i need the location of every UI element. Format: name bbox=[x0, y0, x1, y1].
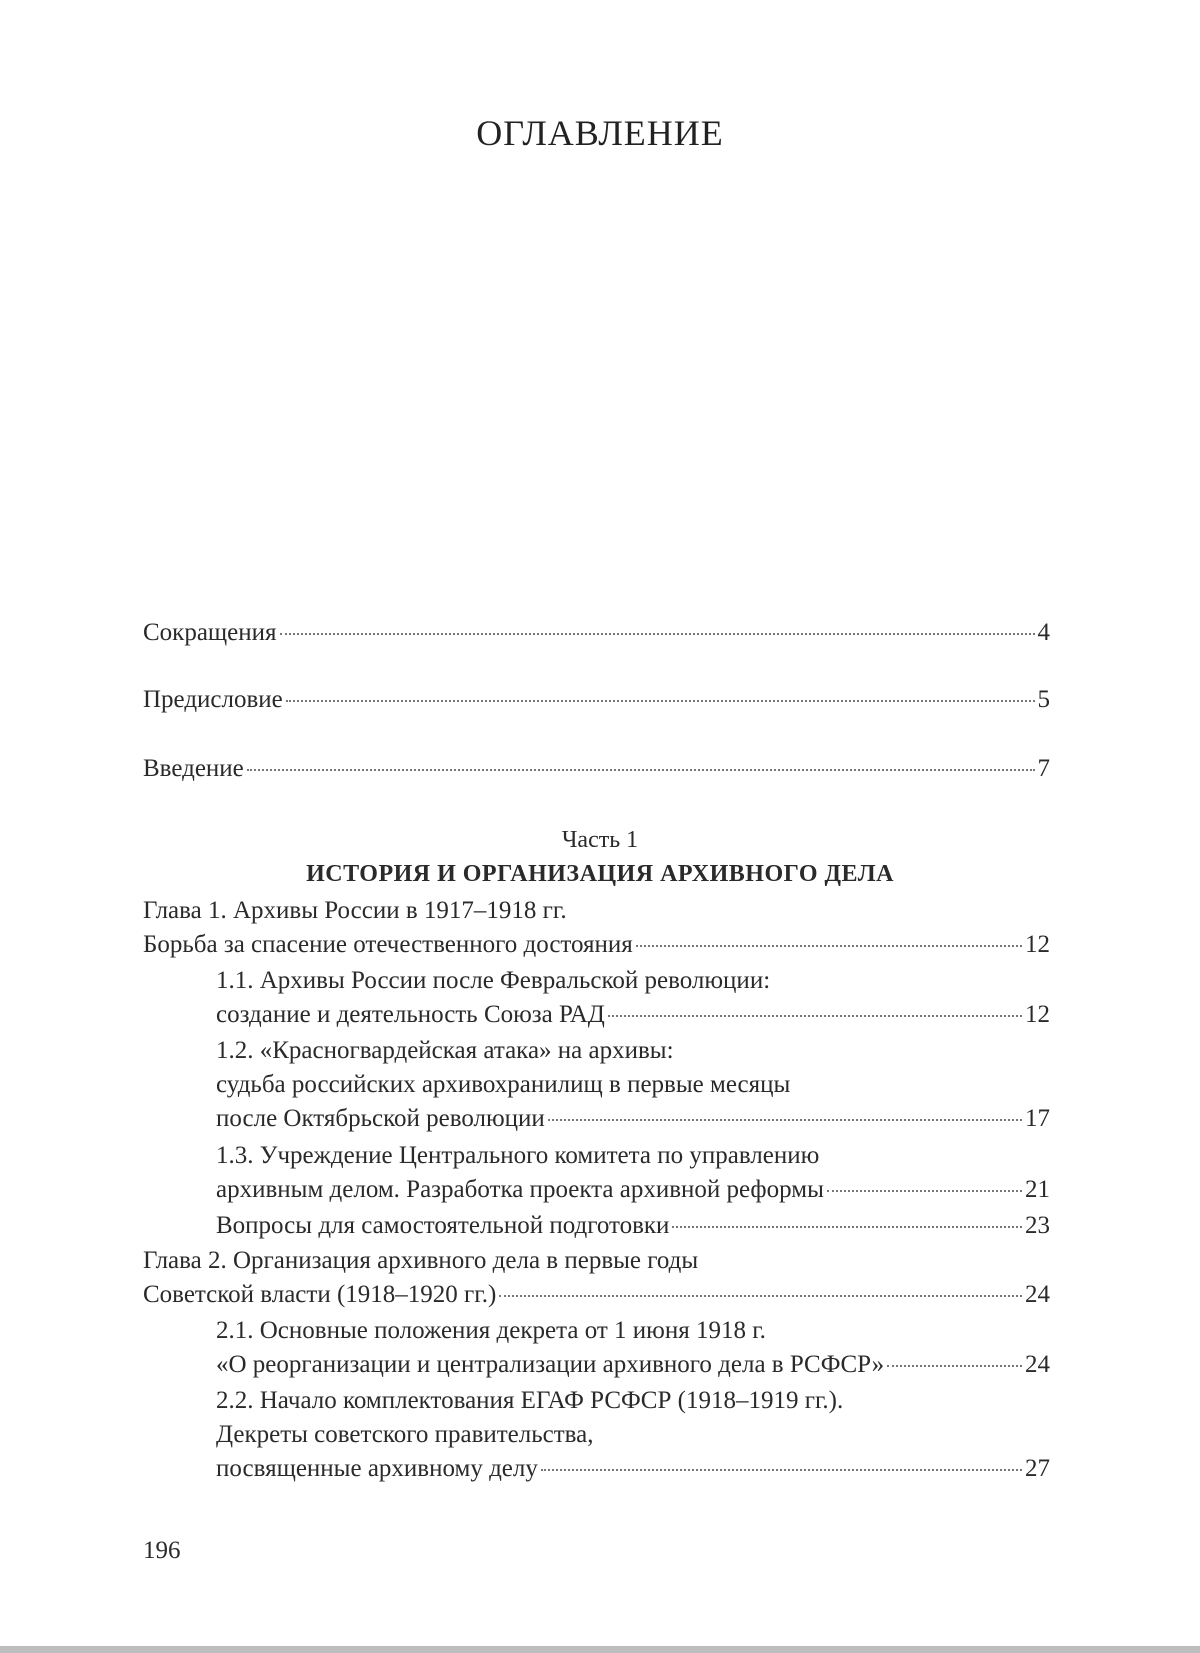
dot-leader bbox=[499, 1295, 1022, 1297]
chapter-title-line: Борьба за спасение отечественного достояния bbox=[143, 931, 633, 958]
part-label: Часть 1 bbox=[561, 827, 639, 853]
dot-leader bbox=[548, 1119, 1022, 1121]
toc-entry-preface[interactable] bbox=[143, 683, 1050, 717]
toc-section-1-3[interactable] bbox=[216, 1139, 1050, 1207]
toc-entry-introduction[interactable] bbox=[143, 752, 1050, 786]
dot-leader bbox=[247, 769, 1035, 771]
toc-entry-label: Предисловие bbox=[143, 686, 283, 713]
toc-page-number: 4 bbox=[1037, 619, 1050, 646]
chapter-title-line: Советской власти (1918–1920 гг.) bbox=[143, 1281, 497, 1308]
chapter-title-line: Глава 1. Архивы России в 1917–1918 гг. bbox=[143, 897, 567, 924]
toc-entry-label: Вопросы для самостоятельной подготовки bbox=[216, 1212, 670, 1239]
page-title: ОГЛАВЛЕНИЕ bbox=[476, 113, 724, 153]
dot-leader bbox=[827, 1190, 1022, 1192]
section-title-line: 1.2. «Красногвардейская атака» на архивы: bbox=[216, 1037, 674, 1064]
section-title-line: посвященные архивному делу bbox=[216, 1455, 538, 1482]
section-title-line: 2.2. Начало комплектования ЕГАФ РСФСР (1918–1919 гг.). bbox=[216, 1387, 844, 1414]
toc-entry-abbreviations[interactable] bbox=[143, 616, 1050, 650]
toc-page-number: 27 bbox=[1025, 1455, 1050, 1482]
section-title-line: «О реорганизации и централизации архивного дела в РСФСР» bbox=[216, 1351, 885, 1378]
dot-leader bbox=[887, 1365, 1022, 1367]
toc-questions-1[interactable] bbox=[216, 1209, 1050, 1243]
section-title-line: 1.3. Учреждение Центрального комитета по управлению bbox=[216, 1142, 820, 1169]
chapter-title-line: Глава 2. Организация архивного дела в первые годы bbox=[143, 1247, 699, 1274]
toc-page-number: 5 bbox=[1037, 686, 1050, 713]
page-number: 196 bbox=[143, 1537, 181, 1564]
scan-bottom-edge bbox=[0, 1646, 1200, 1653]
section-title-line: создание и деятельность Союза РАД bbox=[216, 1001, 605, 1028]
toc-page-number: 17 bbox=[1025, 1105, 1050, 1132]
dot-leader bbox=[280, 633, 1035, 635]
section-title-line: 1.1. Архивы России после Февральской революции: bbox=[216, 967, 771, 994]
dot-leader bbox=[672, 1226, 1022, 1228]
dot-leader bbox=[636, 945, 1022, 947]
toc-page-number: 23 bbox=[1025, 1212, 1050, 1239]
toc-section-2-1[interactable] bbox=[216, 1314, 1050, 1382]
dot-leader bbox=[286, 700, 1035, 702]
toc-entry-label: Сокращения bbox=[143, 619, 277, 646]
toc-page-number: 12 bbox=[1025, 931, 1050, 958]
toc-entry-label: Введение bbox=[143, 755, 244, 782]
section-title-line: 2.1. Основные положения декрета от 1 июня 1918 г. bbox=[216, 1317, 766, 1344]
toc-chapter-2[interactable] bbox=[143, 1244, 1050, 1312]
section-title-line: архивным делом. Разработка проекта архивной реформы bbox=[216, 1176, 824, 1203]
toc-section-1-1[interactable] bbox=[216, 964, 1050, 1032]
section-title-line: Декреты советского правительства, bbox=[216, 1421, 594, 1448]
toc-section-2-2[interactable] bbox=[216, 1384, 1050, 1486]
toc-page-number: 12 bbox=[1025, 1001, 1050, 1028]
dot-leader bbox=[608, 1015, 1022, 1017]
section-title-line: после Октябрьской революции bbox=[216, 1105, 545, 1132]
part-title: ИСТОРИЯ И ОРГАНИЗАЦИЯ АРХИВНОГО ДЕЛА bbox=[306, 861, 894, 887]
section-title-line: судьба российских архивохранилищ в первые месяцы bbox=[216, 1071, 791, 1098]
toc-page-number: 24 bbox=[1025, 1351, 1050, 1378]
toc-page-number: 7 bbox=[1037, 755, 1050, 782]
toc-chapter-1[interactable] bbox=[143, 894, 1050, 962]
toc-page-number: 21 bbox=[1025, 1176, 1050, 1203]
toc-section-1-2[interactable] bbox=[216, 1034, 1050, 1136]
dot-leader bbox=[541, 1469, 1022, 1471]
toc-page-number: 24 bbox=[1025, 1281, 1050, 1308]
